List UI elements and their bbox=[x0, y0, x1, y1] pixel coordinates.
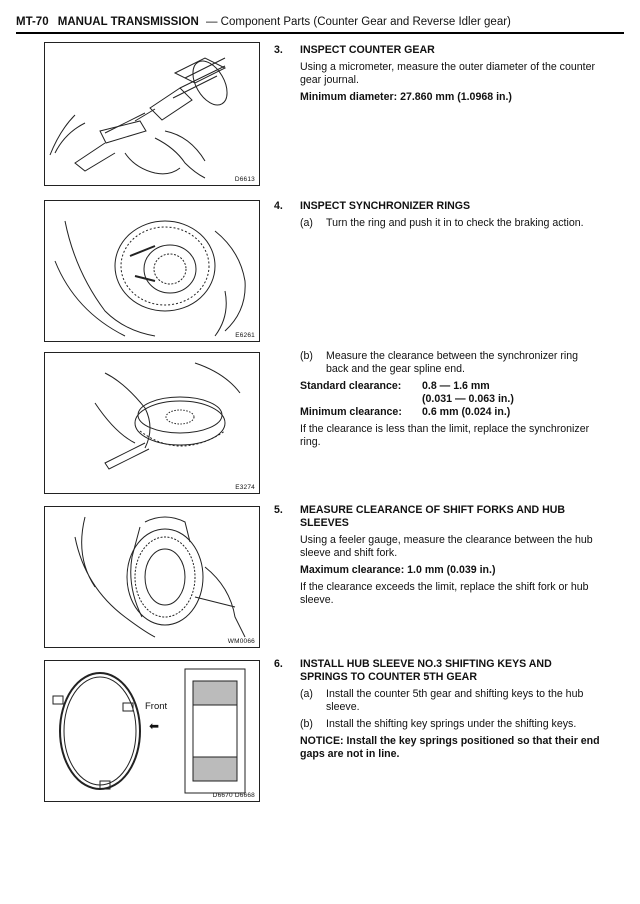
substep-label: (b) bbox=[300, 718, 313, 730]
notice: NOTICE: Install the key springs positioned so that their end gaps are not in line. bbox=[300, 735, 600, 760]
step-3 bbox=[274, 44, 600, 104]
substep-text: Measure the clearance between the synchronizer ring back and the gear spline end. bbox=[326, 350, 579, 375]
spec-standard-clearance bbox=[300, 380, 600, 393]
figure-synchronizer-clearance bbox=[44, 352, 260, 494]
spec-value: (0.031 — 0.063 in.) bbox=[422, 393, 514, 405]
step-heading: INSPECT SYNCHRONIZER RINGS bbox=[300, 200, 471, 212]
step-5 bbox=[274, 504, 600, 607]
step-heading: MEASURE CLEARANCE OF SHIFT FORKS AND HUB SLEEVES bbox=[300, 504, 566, 529]
figure-synchronizer-braking bbox=[44, 200, 260, 342]
substep-label: (a) bbox=[300, 688, 313, 700]
figure-code: E3274 bbox=[235, 484, 255, 491]
substep-a bbox=[300, 688, 600, 714]
step-number: 6. bbox=[274, 658, 283, 670]
substep-b bbox=[300, 350, 600, 376]
synchronizer-ring-illustration bbox=[45, 201, 259, 341]
substep-b bbox=[300, 718, 600, 731]
step-number: 3. bbox=[274, 44, 283, 56]
spec-maximum-clearance: Maximum clearance: 1.0 mm (0.039 in.) bbox=[300, 564, 496, 576]
figure-shift-fork bbox=[44, 506, 260, 648]
step-text: Using a micrometer, measure the outer diameter of the counter gear journal. bbox=[300, 61, 596, 86]
step-4 bbox=[274, 200, 600, 230]
step-heading: INSPECT COUNTER GEAR bbox=[300, 44, 435, 56]
step-note: If the clearance is less than the limit, replace the synchronizer ring. bbox=[300, 423, 590, 448]
step-6 bbox=[274, 658, 600, 761]
figure-hub-sleeve bbox=[44, 660, 260, 802]
step-heading: INSTALL HUB SLEEVE NO.3 SHIFTING KEYS AND SPRINGS TO COUNTER 5TH GEAR bbox=[300, 658, 552, 683]
spec-standard-clearance-in bbox=[300, 393, 600, 406]
spec-label: Minimum clearance: bbox=[300, 406, 402, 418]
shift-fork-illustration bbox=[45, 507, 259, 647]
page-header bbox=[16, 14, 624, 34]
step-4b bbox=[274, 350, 600, 449]
front-label: Front bbox=[145, 701, 168, 712]
counter-gear-illustration bbox=[45, 43, 259, 185]
step-text: Using a feeler gauge, measure the clearance between the hub sleeve and shift fork. bbox=[300, 534, 593, 559]
front-arrow-icon: ⬅ bbox=[149, 719, 160, 733]
page-code: MT-70 bbox=[16, 16, 49, 28]
substep-text: Turn the ring and push it in to check the braking action. bbox=[326, 217, 584, 229]
step-number: 5. bbox=[274, 504, 283, 516]
substep-label: (a) bbox=[300, 217, 313, 229]
figure-code: D6670 D6668 bbox=[212, 792, 255, 799]
section-title: MANUAL TRANSMISSION bbox=[57, 16, 199, 28]
spec-minimum-diameter: Minimum diameter: 27.860 mm (1.0968 in.) bbox=[300, 91, 512, 103]
section-subtitle: — Component Parts (Counter Gear and Reverse Idler gear) bbox=[205, 16, 511, 28]
feeler-gauge-illustration bbox=[45, 353, 259, 493]
spec-minimum-clearance bbox=[300, 406, 600, 419]
figure-counter-gear bbox=[44, 42, 260, 186]
substep-text: Install the shifting key springs under the shifting keys. bbox=[326, 718, 577, 730]
figure-code: E6261 bbox=[235, 332, 255, 339]
figure-code: D6613 bbox=[234, 176, 255, 183]
substep-label: (b) bbox=[300, 350, 313, 362]
substep-a bbox=[300, 217, 600, 230]
spec-value: 0.6 mm (0.024 in.) bbox=[422, 406, 511, 418]
substep-text: Install the counter 5th gear and shifting keys to the hub sleeve. bbox=[326, 688, 584, 713]
step-number: 4. bbox=[274, 200, 283, 212]
step-note: If the clearance exceeds the limit, replace the shift fork or hub sleeve. bbox=[300, 581, 589, 606]
spec-label: Standard clearance: bbox=[300, 380, 402, 392]
figure-code: WM0066 bbox=[227, 638, 255, 645]
spec-value: 0.8 — 1.6 mm bbox=[422, 380, 490, 392]
